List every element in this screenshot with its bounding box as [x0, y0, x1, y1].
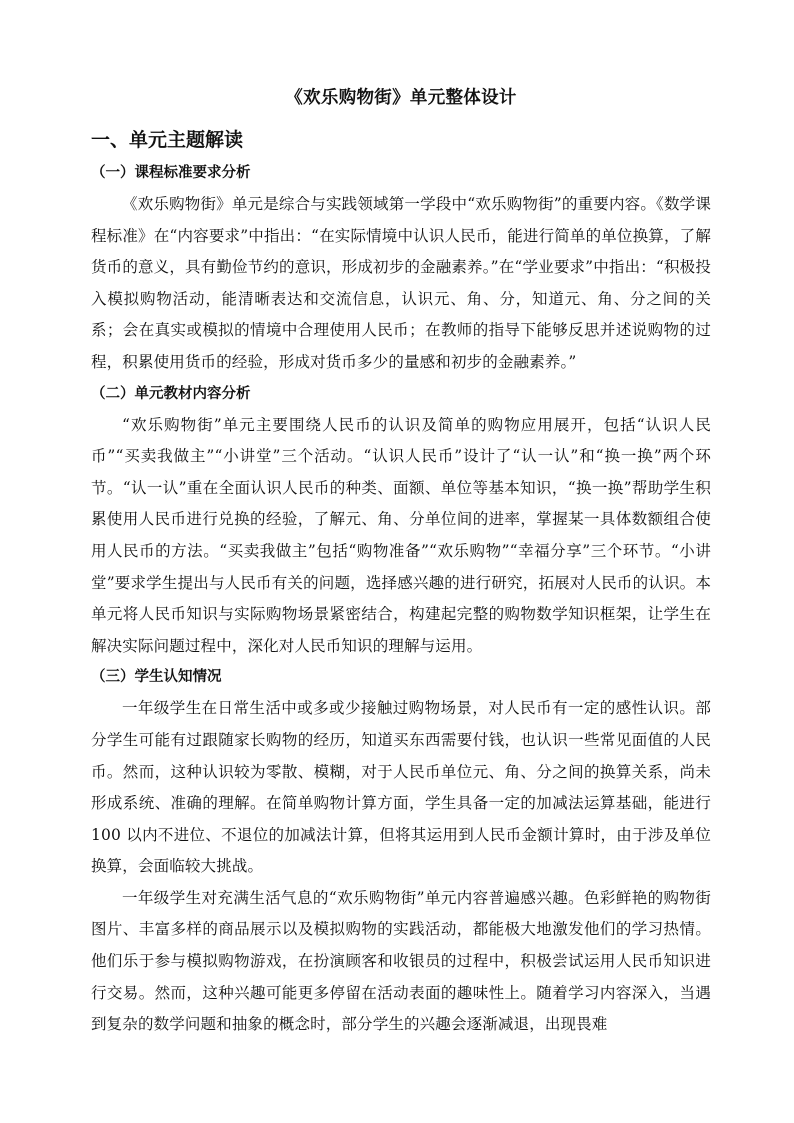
paragraph-student-cognition-2: 一年级学生对充满生活气息的“欢乐购物街”单元内容普遍感兴趣。色彩鲜艳的购物街图片、丰富多样的商品展示以及模拟购物的实践活动，都能极大地激发他们的学习热情。他们乐于参与模拟购物游戏，在扮演顾客和收银员的过程中，积极尝试运用人民币知识进行交易。然而，这种兴趣可能更多停留在活动表面的趣味性上。随着学习内容深入，当遇到复杂的数学问题和抽象的概念时，部分学生的兴趣会逐渐减退，出现畏难: [91, 888, 711, 1034]
subsection-heading-curriculum-standards: （一）课程标准要求分析: [91, 165, 251, 181]
document-title: 《欢乐购物街》单元整体设计: [285, 88, 517, 108]
paragraph-curriculum-standards: 《欢乐购物街》单元是综合与实践领域第一学段中“欢乐购物街”的重要内容。《数学课程标准》在“内容要求”中指出：“在实际情境中认识人民币，能进行简单的单位换算，了解货币的意义，具有勤俭节约的意识，形成初步的金融素养。”在“学业要求”中指出：“积极投入模拟购物活动，能清晰表达和交流信息，认识元、角、分，知道元、角、分之间的关系；会在真实或模拟的情境中合理使用人民币；在教师的指导下能够反思并述说购物的过程，积累使用货币的经验，形成对货币多少的量感和初步的金融素养。”: [91, 195, 711, 371]
subsection-heading-textbook-content: （二）单元教材内容分析: [91, 385, 251, 402]
paragraph-textbook-content: “欢乐购物街”单元主要围绕人民币的认识及简单的购物应用展开，包括“认识人民币”“买卖我做主”“小讲堂”三个活动。“认识人民币”设计了“认一认”和“换一换”两个环节。“认一认”重在全面认识人民币的种类、面额、单位等基本知识，“换一换”帮助学生积累使用人民币进行兑换的经验，了解元、角、分单位间的进率，掌握某一具体数额组合使用人民币的方法。“买卖我做主”包括“购物准备”“欢乐购物”“幸福分享”三个环节。“小讲堂”要求学生提出与人民币有关的问题，选择感兴趣的进行研究，拓展对人民币的认识。本单元将人民币知识与实际购物场景紧密结合，构建起完整的购物数学知识框架，让学生在解决实际问题过程中，深化对人民币知识的理解与运用。: [91, 415, 711, 655]
document-body: [91, 84, 711, 1041]
section-heading-unit-theme: 一、单元主题解读: [91, 129, 244, 151]
subsection-heading-student-cognition: （三）学生认知情况: [91, 669, 222, 686]
paragraph-student-cognition-1: 一年级学生在日常生活中或多或少接触过购物场景，对人民币有一定的感性认识。部分学生可能有过跟随家长购物的经历，知道买东西需要付钱，也认识一些常见面值的人民币。然而，这种认识较为零散、模糊，对于人民币单位元、角、分之间的换算关系，尚未形成系统、准确的理解。在简单购物计算方面，学生具备一定的加减法运算基础，能进行 100 以内不进位、不退位的加减法计算，但将其运用到人民币金额计算时，由于涉及单位换算，会面临较大挑战。: [91, 699, 711, 876]
